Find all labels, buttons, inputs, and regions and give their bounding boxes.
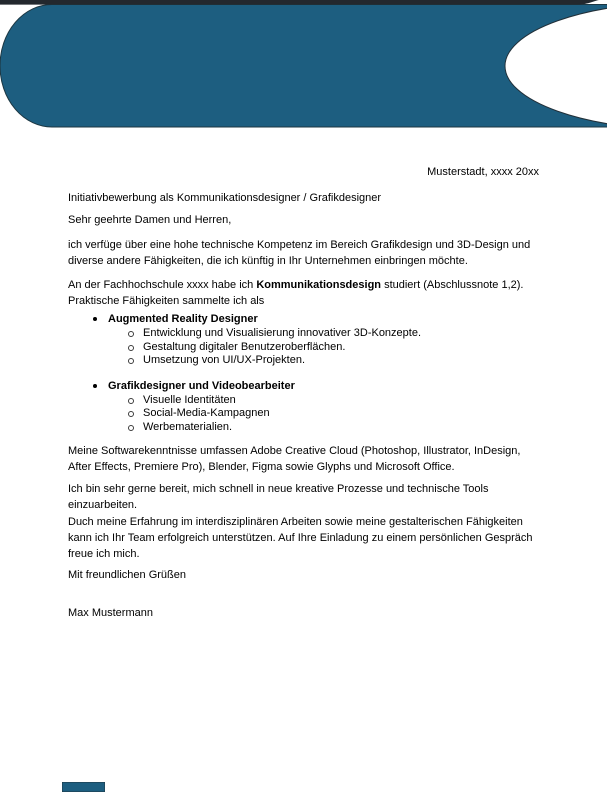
paragraph-study-pre: An der Fachhochschule xxxx habe ich xyxy=(68,279,257,291)
list-item xyxy=(68,341,539,355)
bullet-circle-icon xyxy=(128,358,134,364)
header-decoration xyxy=(0,0,607,132)
list-item xyxy=(68,327,539,341)
list-subitem: Gestaltung digitaler Benutzeroberflächen. xyxy=(143,340,346,353)
footer-teal-bar xyxy=(62,782,105,792)
paragraph-study-post: studiert (Abschlussnote 1,2). Praktische Fähigkeiten sammelte ich als xyxy=(68,279,524,307)
bullet-circle-icon xyxy=(128,411,134,417)
paragraph-experience: Duch meine Erfahrung im interdisziplinären Arbeiten sowie meine gestalterischen Fähigkeiten kann ich Ihr Team erfolgreich unterstützen. Auf Ihre Einladung zu einem persönlichen Gespräch freue ich mich. xyxy=(68,516,533,560)
bullet-disc-icon xyxy=(93,384,97,388)
list-item xyxy=(68,407,539,421)
list-subitem: Visuelle Identitäten xyxy=(143,393,236,406)
bullet-circle-icon xyxy=(128,331,134,337)
list-title: Grafikdesigner und Videobearbeiter xyxy=(108,379,295,392)
list-item xyxy=(68,378,539,394)
bullet-circle-icon xyxy=(128,398,134,404)
letter-body xyxy=(68,164,539,621)
list-item xyxy=(68,354,539,368)
header-dark-topbar xyxy=(0,0,599,5)
paragraph-intro: ich verfüge über eine hohe technische Kompetenz im Bereich Grafikdesign und 3D-Design und diverse andere Fähigkeiten, die ich künftig in Ihr Unternehmen einbringen möchte. xyxy=(68,239,531,267)
signature-name: Max Mustermann xyxy=(68,607,153,619)
list-item xyxy=(68,421,539,435)
list-item xyxy=(68,311,539,327)
list-subitem: Werbematerialien. xyxy=(143,420,233,433)
list-subitem: Entwicklung und Visualisierung innovativer 3D-Konzepte. xyxy=(143,327,422,339)
date-line: Musterstadt, xxxx 20xx xyxy=(427,166,539,178)
bullet-disc-icon xyxy=(93,317,97,321)
footer-decoration xyxy=(62,782,105,792)
list-item xyxy=(68,394,539,408)
list-subitem: Umsetzung von UI/UX-Projekten. xyxy=(143,354,306,366)
skills-list-ar xyxy=(68,311,539,368)
skills-list-graphics xyxy=(68,378,539,435)
closing-line: Mit freundlichen Grüßen xyxy=(68,569,186,581)
paragraph-software: Meine Softwarekenntnisse umfassen Adobe Creative Cloud (Photoshop, Illustrator, InDesign, After Effects, Premiere Pro), Blender, Figma sowie Glyphs und Microsoft Office. xyxy=(68,445,521,473)
bullet-circle-icon xyxy=(128,425,134,431)
bullet-circle-icon xyxy=(128,345,134,351)
paragraph-study-bold: Kommunikationsdesign xyxy=(256,279,382,291)
paragraph-study xyxy=(68,277,539,309)
subject-line: Initiativbewerbung als Kommunikationsdesigner / Grafikdesigner xyxy=(68,192,382,204)
salutation: Sehr geehrte Damen und Herren, xyxy=(68,214,232,226)
paragraph-learning: Ich bin sehr gerne bereit, mich schnell in neue kreative Prozesse und technische Tools einzuarbeiten. xyxy=(68,483,489,511)
list-title: Augmented Reality Designer xyxy=(108,313,258,325)
list-subitem: Social-Media-Kampagnen xyxy=(143,407,270,419)
